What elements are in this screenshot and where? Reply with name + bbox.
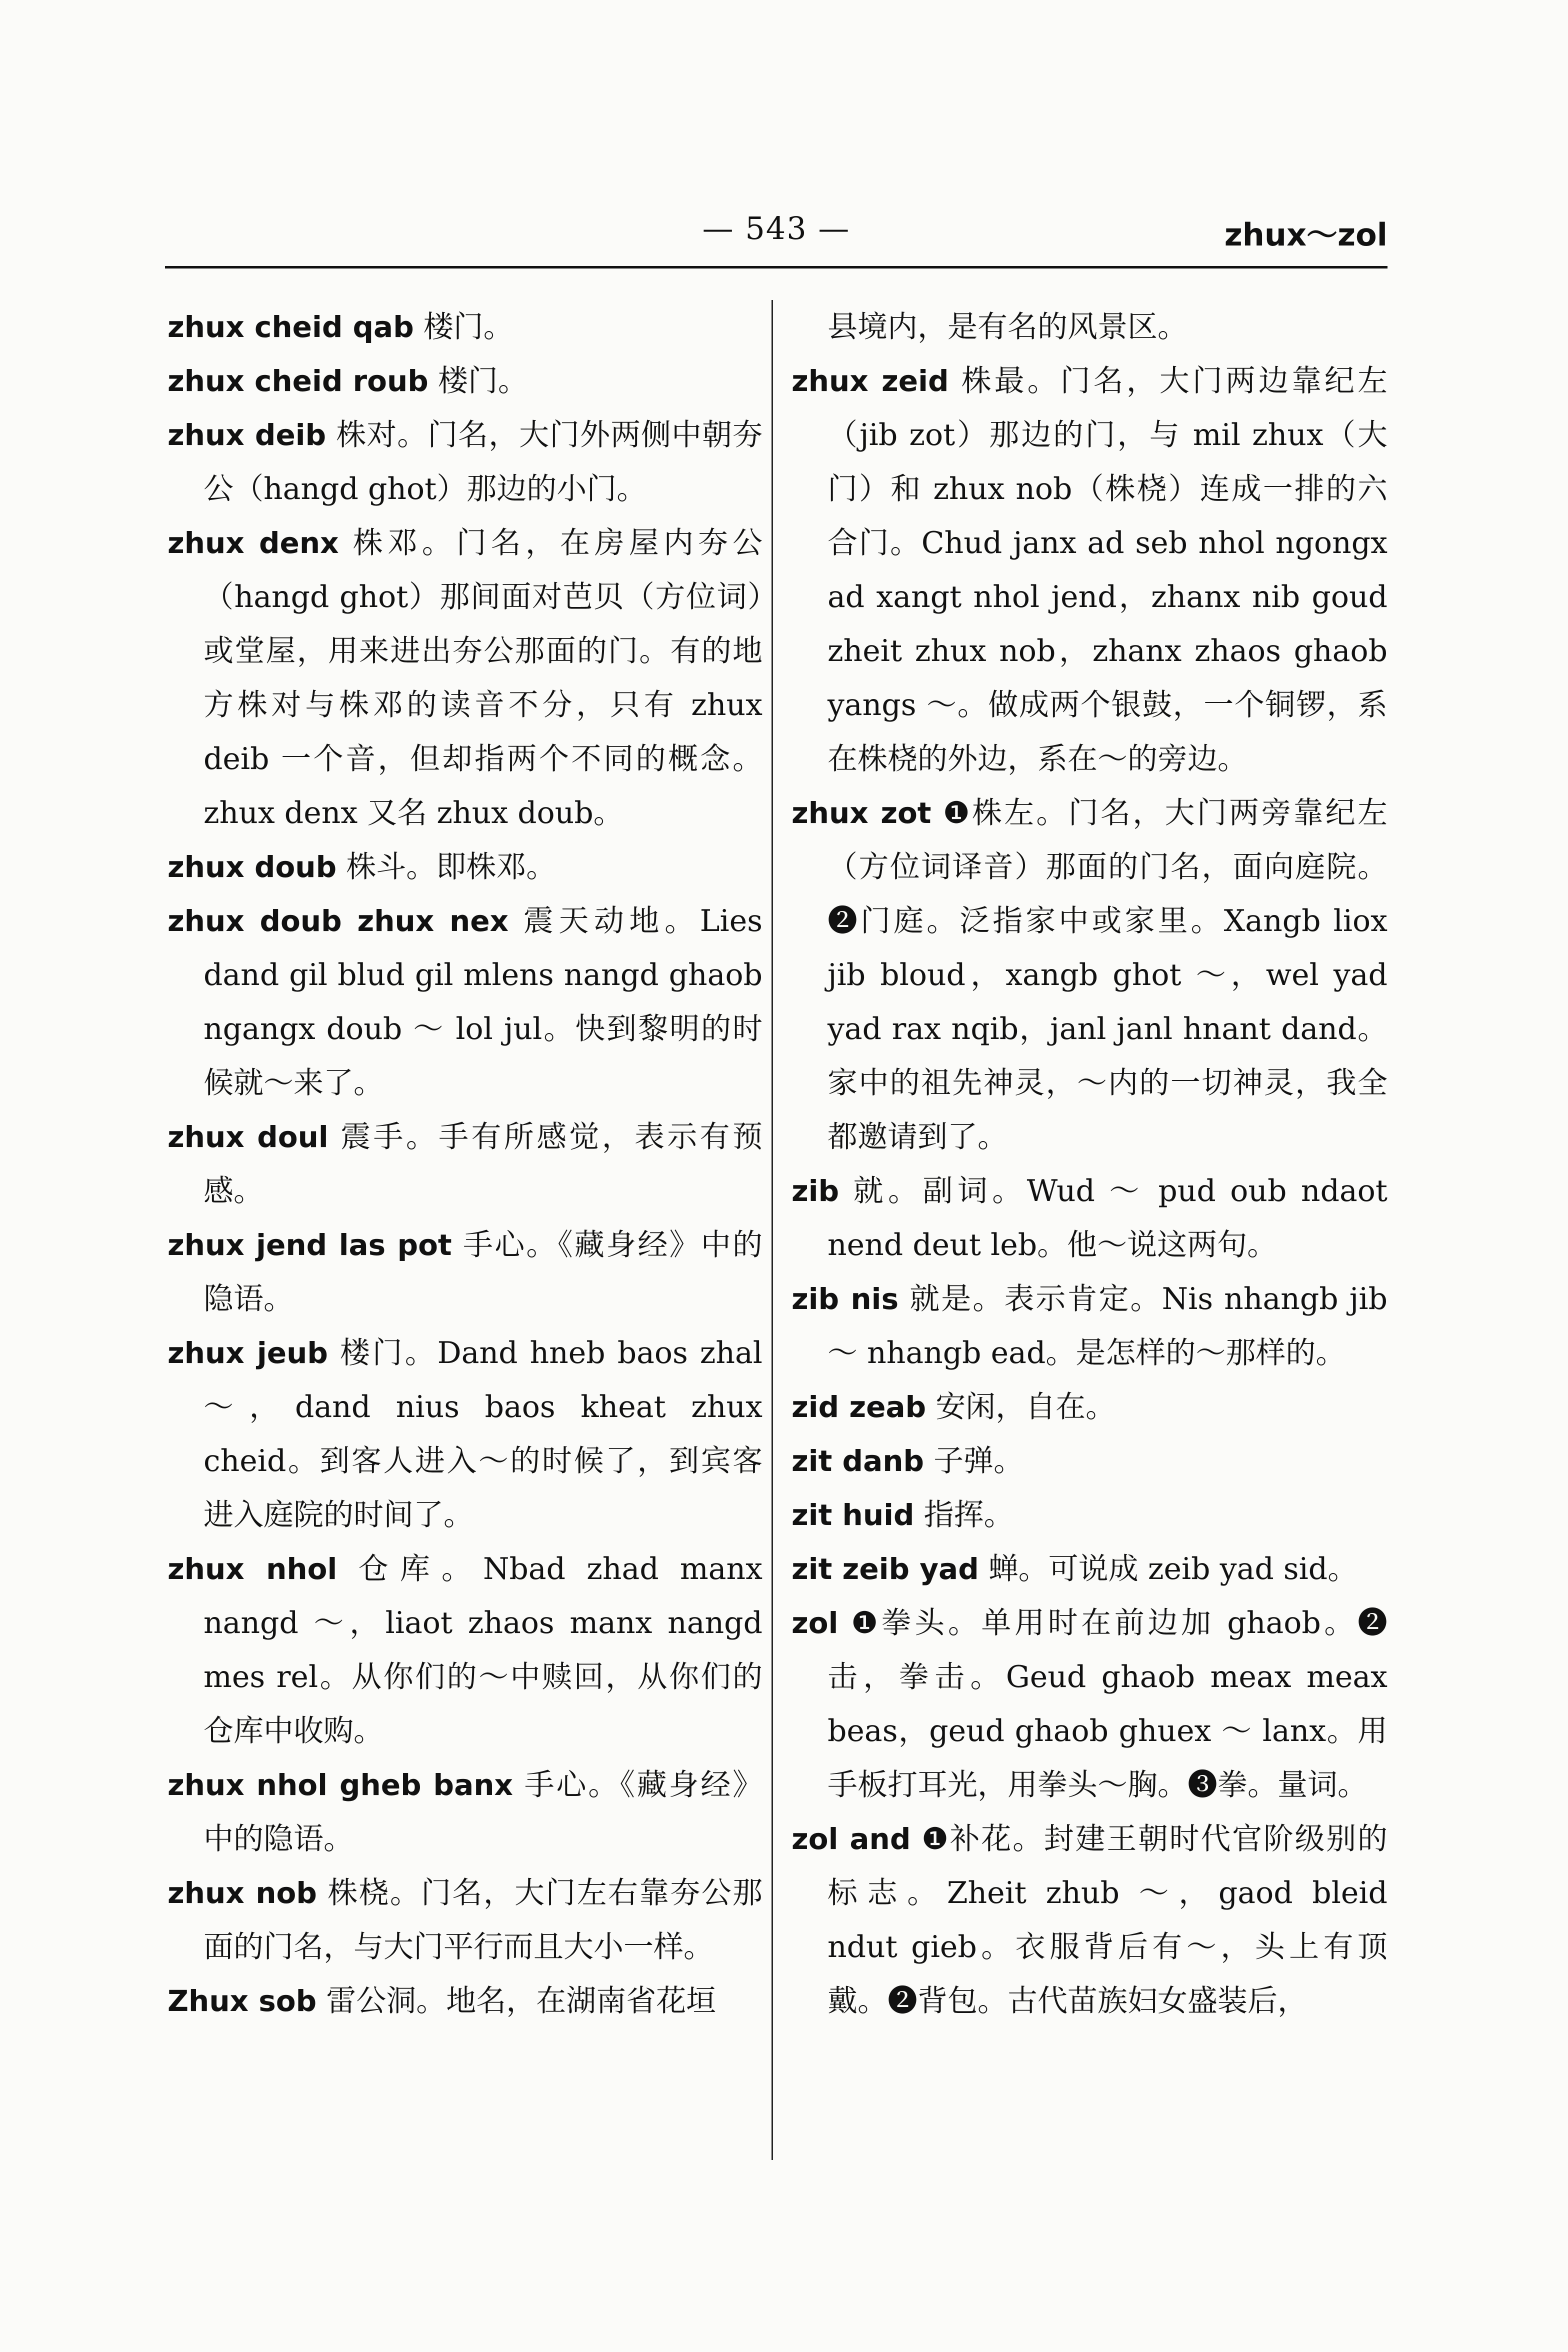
entry-headword: zib nis xyxy=(792,1282,899,1316)
running-head: zhux～zol xyxy=(1224,216,1388,253)
page-number: — 543 — xyxy=(702,210,850,246)
entry-definition: 株邓。门名，在房屋内夯公（hangd ghot）那间面对芭贝（方位词）或堂屋，用来进出夯公那面的门。有的地方株对与株邓的读音不分，只有 zhux deib 一个音，但却指两个不同的概念。zhux denx 又名 zhux doub。 xyxy=(204,526,763,830)
entry-definition: 就。副词。Wud ～ pud oub ndaot nend deut leb。他～说这两句。 xyxy=(828,1174,1388,1262)
entry-definition: ❶拳头。单用时在前边加 ghaob。❷击，拳击。Geud ghaob meax meax beas，geud ghaob ghuex ～ lanx。用手板打耳光，用拳头～胸。❸拳。量词。 xyxy=(828,1606,1388,1802)
entry-definition: 震手。手有所感觉，表示有预感。 xyxy=(204,1120,762,1208)
entry-headword: zhux zeid xyxy=(792,364,949,398)
dictionary-entry xyxy=(168,894,762,1110)
dictionary-entry xyxy=(168,1110,762,1218)
entry-headword: zhux deib xyxy=(168,418,326,452)
entry-definition: 就是。表示肯定。Nis nhangb jib ～ nhangb ead。是怎样的～那样的。 xyxy=(828,1282,1388,1370)
dictionary-entry xyxy=(792,1164,1388,1272)
entry-definition: 仓库。Nbad zhad manx nangd ～，liaot zhaos manx nangd mes rel。从你们的～中赎回，从你们的仓库中收购。 xyxy=(204,1552,762,1748)
dictionary-entry xyxy=(792,1488,1388,1542)
entry-headword: zhux doub zhux nex xyxy=(168,904,509,938)
column-divider xyxy=(772,300,773,2160)
entry-headword: zol xyxy=(792,1606,838,1640)
dictionary-entry xyxy=(792,786,1388,1164)
entry-headword: Zhux sob xyxy=(168,1984,317,2018)
entry-headword: zhux cheid qab xyxy=(168,310,414,344)
entry-definition: 楼门。 xyxy=(438,364,528,398)
entry-definition: 楼门。 xyxy=(423,310,514,344)
header-rule xyxy=(165,266,1388,268)
entry-headword: zhux denx xyxy=(168,526,339,560)
dictionary-entry xyxy=(168,408,762,516)
left-column xyxy=(168,300,762,2028)
entry-definition: 株斗。即株邓。 xyxy=(346,850,556,884)
entry-definition: 手心。《藏身经》中的隐语。 xyxy=(204,1228,763,1316)
entry-definition: ❶株左。门名，大门两旁靠纪左（方位词译音）那面的门名，面向庭院。❷门庭。泛指家中或家里。Xangb liox jib bloud，xangb ghot ～，wel yad yad rax nqib，janl janl hnant dand。家中的祖先神灵，～内的一切神灵，我全都邀请到了。 xyxy=(828,796,1388,1154)
dictionary-entry xyxy=(792,1542,1388,1596)
dictionary-entry xyxy=(168,1866,762,1974)
dictionary-entry xyxy=(168,516,762,840)
dictionary-entry xyxy=(792,1812,1388,2028)
dictionary-entry xyxy=(168,1974,762,2028)
entry-definition: 株最。门名，大门两边靠纪左（jib zot）那边的门，与 mil zhux（大门）和 zhux nob（株桡）连成一排的六合门。Chud janx ad seb nhol ngongx ad xangt nhol jend，zhanx nib goud zheit zhux nob，zhanx zhaos ghaob yangs ～。做成两个银鼓，一个铜锣，系在株桡的外边，系在～的旁边。 xyxy=(828,364,1388,776)
entry-definition: 蝉。可说成 zeib yad sid。 xyxy=(988,1552,1358,1586)
dictionary-entry xyxy=(168,1218,762,1326)
entry-headword: zib xyxy=(792,1174,840,1208)
entry-definition: ❶补花。封建王朝时代官阶级别的标志。Zheit zhub ～，gaod bleid ndut gieb。衣服背后有～，头上有顶戴。❷背包。古代苗族妇女盛装后， xyxy=(828,1822,1388,2018)
dictionary-entry xyxy=(168,1542,762,1758)
entry-definition: 县境内，是有名的风景区。 xyxy=(828,310,1188,344)
entry-definition: 手心。《藏身经》中的隐语。 xyxy=(204,1768,762,1856)
entry-headword: zhux cheid roub xyxy=(168,364,428,398)
entry-definition: 震天动地。Lies dand gil blud gil mlens nangd ghaob ngangx doub ～ lol jul。快到黎明的时候就～来了。 xyxy=(204,904,763,1100)
dictionary-entry xyxy=(168,1326,762,1542)
page-header xyxy=(165,200,1388,275)
dictionary-entry xyxy=(168,1758,762,1866)
entry-headword: zhux doul xyxy=(168,1120,328,1154)
entry-definition: 楼门。Dand hneb baos zhal ～，dand nius baos kheat zhux cheid。到客人进入～的时候了，到宾客进入庭院的时间了。 xyxy=(204,1336,762,1532)
entry-definition: 子弹。 xyxy=(934,1444,1024,1478)
entry-headword: zhux nhol gheb banx xyxy=(168,1768,513,1802)
dictionary-entry xyxy=(792,354,1388,786)
entry-definition: 株桡。门名，大门左右靠夯公那面的门名，与大门平行而且大小一样。 xyxy=(204,1876,763,1964)
dictionary-entry xyxy=(168,300,762,354)
entry-headword: zhux nob xyxy=(168,1876,317,1910)
entry-headword: zid zeab xyxy=(792,1390,926,1424)
entry-headword: zol and xyxy=(792,1822,911,1856)
dictionary-entry xyxy=(792,1380,1388,1434)
entry-headword: zit zeib yad xyxy=(792,1552,979,1586)
entry-definition: 安闲，自在。 xyxy=(936,1390,1116,1424)
entry-definition: 指挥。 xyxy=(924,1498,1014,1532)
entry-headword: zhux doub xyxy=(168,850,337,884)
entry-headword: zhux nhol xyxy=(168,1552,338,1586)
dictionary-entry xyxy=(792,300,1388,354)
dictionary-entry xyxy=(168,840,762,894)
entry-headword: zhux jend las pot xyxy=(168,1228,452,1262)
dictionary-entry xyxy=(792,1596,1388,1812)
dictionary-entry xyxy=(792,1434,1388,1488)
dictionary-entry xyxy=(792,1272,1388,1380)
right-column xyxy=(792,300,1388,2028)
dictionary-entry xyxy=(168,354,762,408)
entry-headword: zhux zot xyxy=(792,796,932,830)
entry-headword: zit huid xyxy=(792,1498,914,1532)
entry-headword: zit danb xyxy=(792,1444,924,1478)
entry-definition: 雷公洞。地名，在湖南省花垣 xyxy=(326,1984,716,2018)
entry-definition: 株对。门名，大门外两侧中朝夯公（hangd ghot）那边的小门。 xyxy=(204,418,763,506)
entry-headword: zhux jeub xyxy=(168,1336,328,1370)
